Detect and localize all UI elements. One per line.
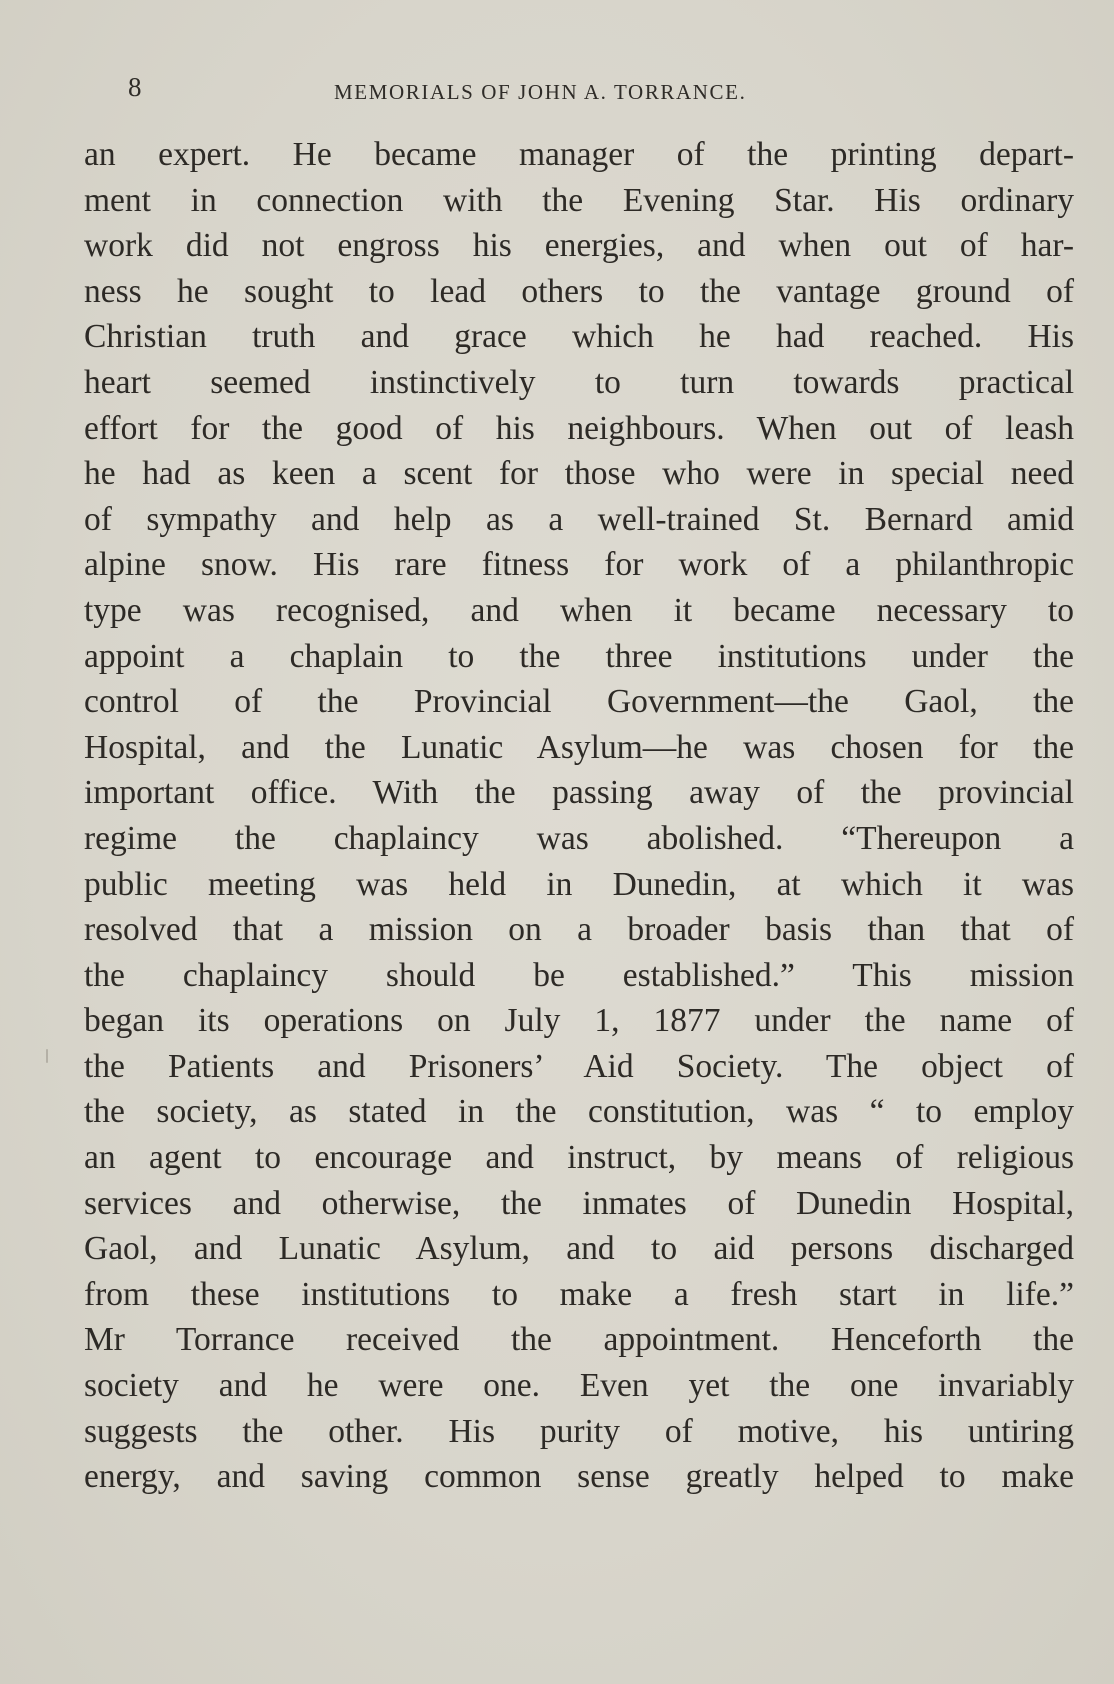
- text-line: public meeting was held in Dunedin, at which it was: [84, 865, 1074, 903]
- page-number: 8: [128, 72, 142, 102]
- text-line: suggests the other. His purity of motive, his untiring: [84, 1412, 1074, 1450]
- text-line: of sympathy and help as a well-trained St. Bernard amid: [84, 500, 1074, 538]
- text-line: control of the Provincial Government—the Gaol, the: [84, 683, 1074, 721]
- text-line: an agent to encourage and instruct, by means of religious: [84, 1139, 1074, 1177]
- body-text: [84, 132, 1074, 1500]
- text-line: important office. With the passing away of the provincial: [84, 774, 1074, 812]
- text-line: Mr Torrance received the appointment. Henceforth the: [84, 1321, 1074, 1359]
- text-line: effort for the good of his neighbours. When out of leash: [84, 409, 1074, 447]
- text-line: an expert. He became manager of the printing depart-: [84, 136, 1074, 173]
- text-line: regime the chaplaincy was abolished. “Thereupon a: [84, 819, 1074, 857]
- text-line: services and otherwise, the inmates of Dunedin Hospital,: [84, 1184, 1074, 1222]
- text-line: alpine snow. His rare fitness for work of a philanthropic: [84, 546, 1074, 584]
- text-line: resolved that a mission on a broader basis than that of: [84, 911, 1074, 949]
- text-line: ment in connection with the Evening Star. His ordinary: [84, 181, 1074, 219]
- text-line: appoint a chaplain to the three institutions under the: [84, 637, 1074, 675]
- text-line: the Patients and Prisoners’ Aid Society. The object of: [84, 1047, 1074, 1085]
- text-line: heart seemed instinctively to turn towards practical: [84, 363, 1074, 401]
- paper-speck: [46, 1049, 48, 1063]
- running-head: MEMORIALS OF JOHN A. TORRANCE.: [334, 80, 747, 104]
- text-line: Gaol, and Lunatic Asylum, and to aid persons discharged: [84, 1230, 1074, 1268]
- text-line: from these institutions to make a fresh start in life.”: [84, 1275, 1074, 1313]
- text-line: Hospital, and the Lunatic Asylum—he was chosen for the: [84, 728, 1074, 766]
- text-line: society and he were one. Even yet the one invariably: [84, 1367, 1074, 1405]
- text-line: energy, and saving common sense greatly helped to make: [84, 1458, 1074, 1496]
- page-header: [124, 70, 984, 110]
- text-line: work did not engross his energies, and when out of har-: [84, 227, 1074, 265]
- text-line: type was recognised, and when it became necessary to: [84, 591, 1074, 629]
- text-line: the chaplaincy should be established.” This mission: [84, 956, 1074, 994]
- text-line: the society, as stated in the constitution, was “ to employ: [84, 1093, 1074, 1131]
- text-line: began its operations on July 1, 1877 under the name of: [84, 1002, 1074, 1040]
- text-line: Christian truth and grace which he had reached. His: [84, 318, 1074, 356]
- text-line: ness he sought to lead others to the vantage ground of: [84, 272, 1074, 310]
- text-line: he had as keen a scent for those who were in special need: [84, 455, 1074, 493]
